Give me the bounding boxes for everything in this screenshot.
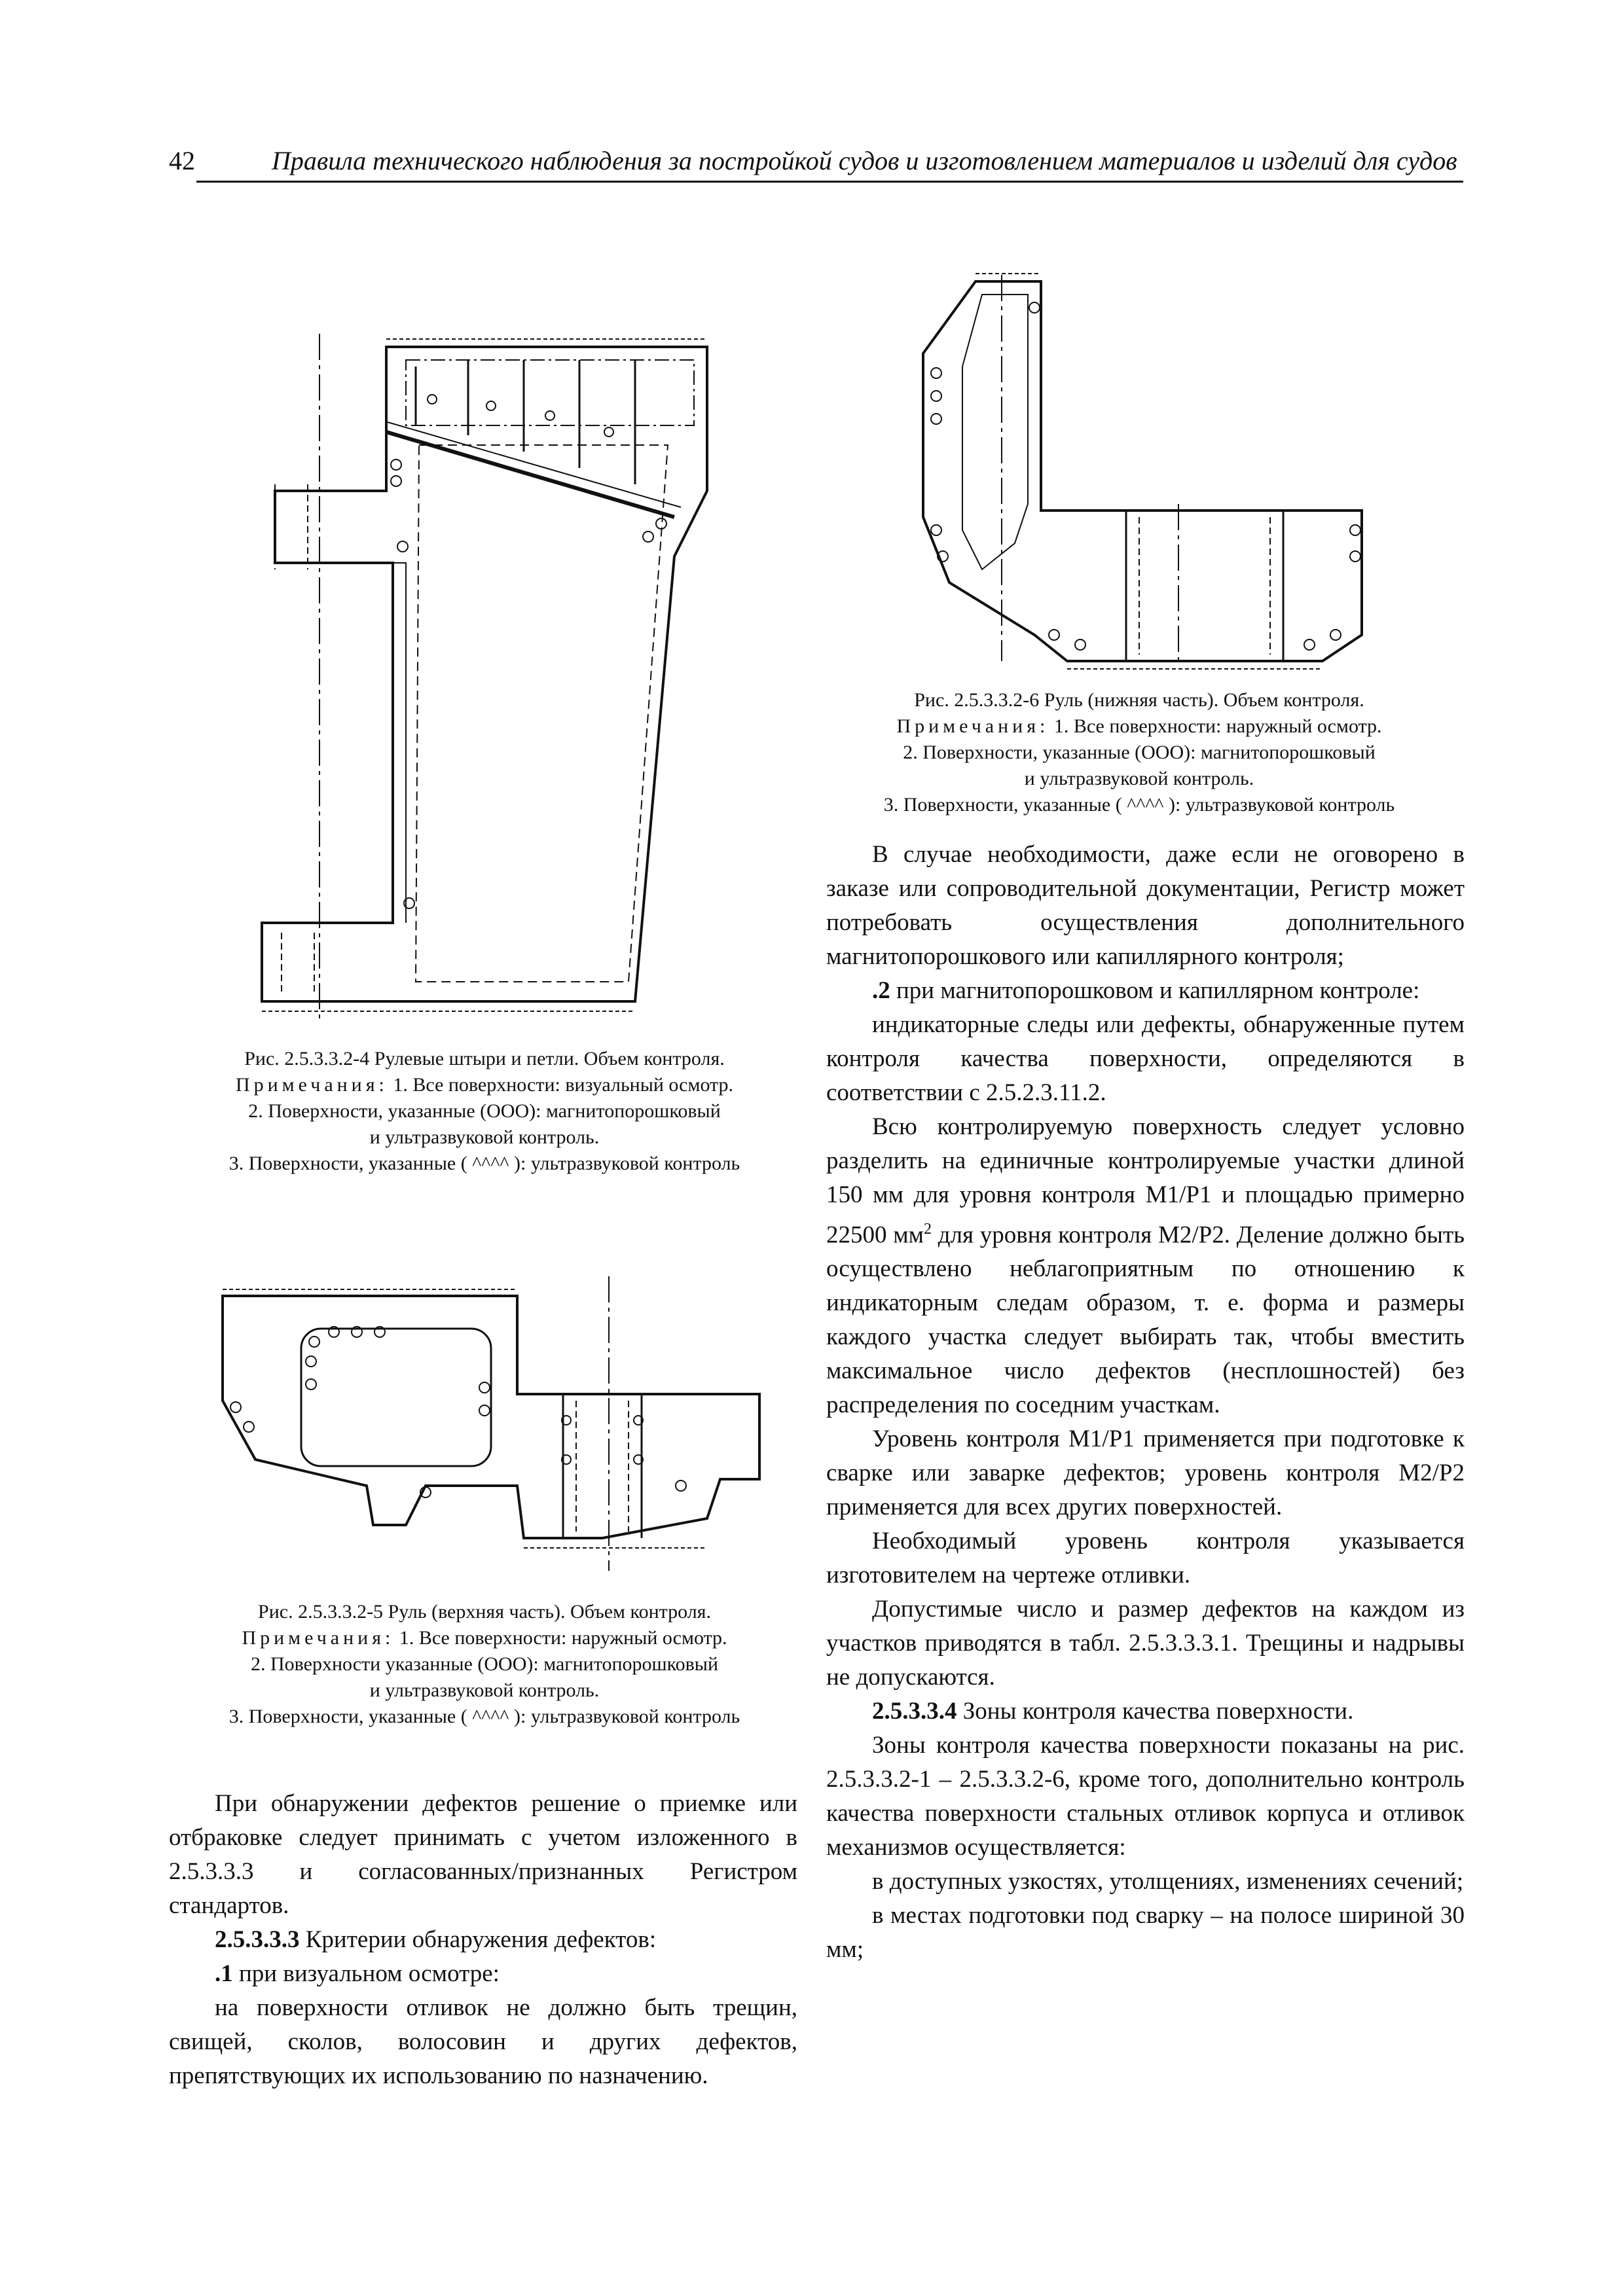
clause-number: 2.5.3.3.4: [872, 1698, 957, 1725]
figure6-note-label: Примечания:: [896, 715, 1049, 737]
item-number: .1: [215, 1960, 233, 1987]
figure4-note1: 1. Все поверхности: визуальный осмотр.: [393, 1074, 734, 1096]
item-number: .2: [872, 977, 890, 1004]
figure4-note3: 3. Поверхности, указанные ( ^^^^ ): ультразвуковой контроль: [228, 1153, 740, 1174]
figure4-title: Рис. 2.5.3.3.2-4 Рулевые штыри и петли. Объем контроля.: [244, 1048, 725, 1069]
left-paragraph-2: [169, 1923, 797, 1957]
text-part: Всю контролируемую поверхность следует условно разделить на единичные контролируемые участки длиной 150 мм для уровня контроля M1/P1 и площадью примерно 22500 мм: [826, 1113, 1465, 1249]
figure6-note2: 2. Поверхности, указанные (ООО): магнитопорошковый: [903, 742, 1376, 763]
figure5-caption: [196, 1599, 773, 1730]
figure5-note1: 1. Все поверхности: наружный осмотр.: [399, 1627, 727, 1649]
running-title: Правила технического наблюдения за постройкой судов и изготовлением материалов и изделий для судов: [272, 146, 1457, 175]
figure5-note2b: и ультразвуковой контроль.: [369, 1679, 600, 1701]
right-paragraph-10: в доступных узкостях, утолщениях, изменениях сечений;: [872, 1868, 1464, 1895]
figure5-note-label: Примечания:: [242, 1627, 395, 1649]
figure5-note3: 3. Поверхности, указанные ( ^^^^ ): ультразвуковой контроль: [228, 1706, 740, 1727]
right-paragraph-7: Допустимые число и размер дефектов на каждом из участков приводятся в табл. 2.5.3.3.3.1. Трещины и надрывы не допускаются.: [826, 1596, 1465, 1691]
text-part: для уровня контроля M2/P2. Деление должно быть осуществлено неблагоприятным по отношению к индикаторным следам образом, т. е. форма и размеры каждого участка следует выбирать так, чтобы вместить максимальное число дефектов (несплошностей) без распределения по соседним участкам.: [826, 1221, 1465, 1419]
superscript: 2: [924, 1221, 932, 1238]
figure6-note1: 1. Все поверхности: наружный осмотр.: [1053, 715, 1382, 737]
figure6-note2b: и ультразвуковой контроль.: [1024, 768, 1254, 789]
item-text: при визуальном осмотре:: [239, 1960, 500, 1987]
right-paragraph-5: Уровень контроля M1/P1 применяется при подготовке к сварке или заварке дефектов; уровень контроля M2/P2 применяется для всех других поверхностей.: [826, 1426, 1465, 1521]
figure4-note2b: и ультразвуковой контроль.: [369, 1126, 600, 1148]
right-paragraph-4: [826, 1110, 1465, 1422]
clause-title: Зоны контроля качества поверхности.: [962, 1698, 1354, 1725]
right-paragraph-9: Зоны контроля качества поверхности показаны на рис. 2.5.3.3.2-1 – 2.5.3.3.2-6, кроме того, дополнительно контроль качества поверхности стальных отливок корпуса и отливок механизмов осуществляется:: [826, 1732, 1465, 1861]
left-paragraph-1: При обнаружении дефектов решение о приемке или отбраковке следует принимать с учетом изложенного в 2.5.3.3.3 и согласованных/признанных Регистром стандартов.: [169, 1790, 797, 1919]
figure6-title: Рис. 2.5.3.3.2-6 Руль (нижняя часть). Объем контроля.: [914, 689, 1364, 711]
figure4-caption: [196, 1046, 773, 1177]
figure4-note-label: Примечания:: [235, 1074, 388, 1096]
right-paragraph-6: Необходимый уровень контроля указывается изготовителем на чертеже отливки.: [826, 1528, 1465, 1589]
right-paragraph-2: [826, 974, 1465, 1008]
figure5-note2: 2. Поверхности указанные (ООО): магнитопорошковый: [250, 1653, 719, 1675]
clause-title: Критерии обнаружения дефектов:: [305, 1926, 657, 1953]
right-paragraph-11: в местах подготовки под сварку – на полосе шириной 30 мм;: [826, 1902, 1465, 1964]
figure4-note2: 2. Поверхности, указанные (ООО): магнитопорошковый: [248, 1100, 721, 1122]
page-number: 42: [169, 146, 195, 175]
figure6-note3: 3. Поверхности, указанные ( ^^^^ ): ультразвуковой контроль: [883, 794, 1395, 816]
item-text: при магнитопорошковом и капиллярном контроле:: [896, 977, 1420, 1004]
clause-number: 2.5.3.3.3: [215, 1926, 300, 1953]
figure-rudder-upper: [210, 1270, 786, 1584]
header-rule: [196, 181, 1463, 183]
figure5-title: Рис. 2.5.3.3.2-5 Руль (верхняя часть). Объем контроля.: [258, 1601, 711, 1623]
left-column-text: [169, 1787, 797, 2093]
figure-rudder-pintles: [236, 327, 759, 1034]
right-paragraph-8: [826, 1695, 1465, 1729]
figure-rudder-lower: [903, 268, 1401, 674]
right-paragraph-1: В случае необходимости, даже если не оговорено в заказе или сопроводительной документации, Регистр может потребовать осуществления дополнительного магнитопорошкового или капиллярного контроля;: [826, 841, 1465, 970]
right-paragraph-3: индикаторные следы или дефекты, обнаруженные путем контроля качества поверхности, определяются в соответствии с 2.5.2.3.11.2.: [826, 1011, 1465, 1106]
left-paragraph-4: на поверхности отливок не должно быть трещин, свищей, сколов, волосовин и других дефектов, препятствующих их использованию по назначению.: [169, 1994, 797, 2089]
right-column-text: [826, 838, 1465, 1967]
left-paragraph-3: [169, 1957, 797, 1991]
figure6-caption: [812, 687, 1467, 818]
